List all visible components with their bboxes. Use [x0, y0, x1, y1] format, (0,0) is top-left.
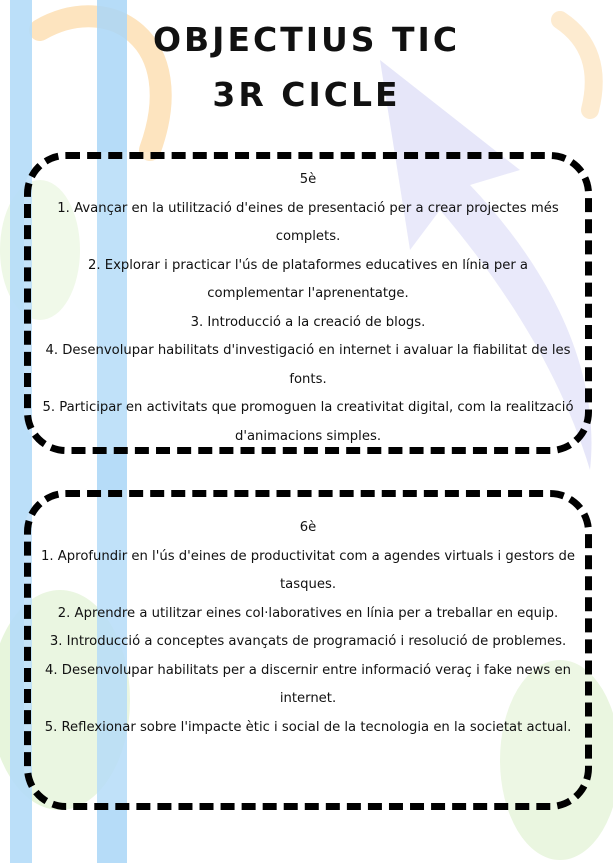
objective-item: 3. Introducció a la creació de blogs. — [190, 314, 426, 330]
objective-item: 3. Introducció a conceptes avançats de programació i resolució de problemes. — [49, 634, 567, 649]
card-grade-heading: 6è — [299, 520, 317, 535]
objective-item: 1. Aprofundir en l'ús d'eines de productivitat com a agendes virtuals i gestors de tasques. — [41, 548, 575, 592]
objective-item: 2. Aprendre a utilitzar eines col·laboratives en línia per a treballar en equip. — [57, 605, 559, 621]
objective-item: 5. Participar en activitats que promoguen la creativitat digital, com la realització d'animacions simples. — [42, 400, 574, 444]
page-subtitle: 3R CICLE — [212, 75, 401, 114]
objective-item: 5. Reflexionar sobre l'impacte ètic i social de la tecnologia en la societat actual. — [44, 719, 572, 735]
card-grade-heading: 5è — [299, 172, 317, 187]
card-5e — [24, 152, 592, 454]
card-6e — [24, 490, 592, 810]
objective-item: 4. Desenvolupar habilitats per a discernir entre informació veraç i fake news en internet. — [45, 662, 571, 706]
objective-item: 1. Avançar en la utilització d'eines de presentació per a crear projectes més complets. — [57, 200, 559, 244]
page-title: OBJECTIUS TIC — [152, 20, 461, 59]
objective-item: 2. Explorar i practicar l'ús de plataformes educatives en línia per a complementar l'aprenentatge. — [87, 257, 529, 301]
objective-item: 4. Desenvolupar habilitats d'investigació en internet i avaluar la fiabilitat de les fonts. — [45, 343, 571, 387]
